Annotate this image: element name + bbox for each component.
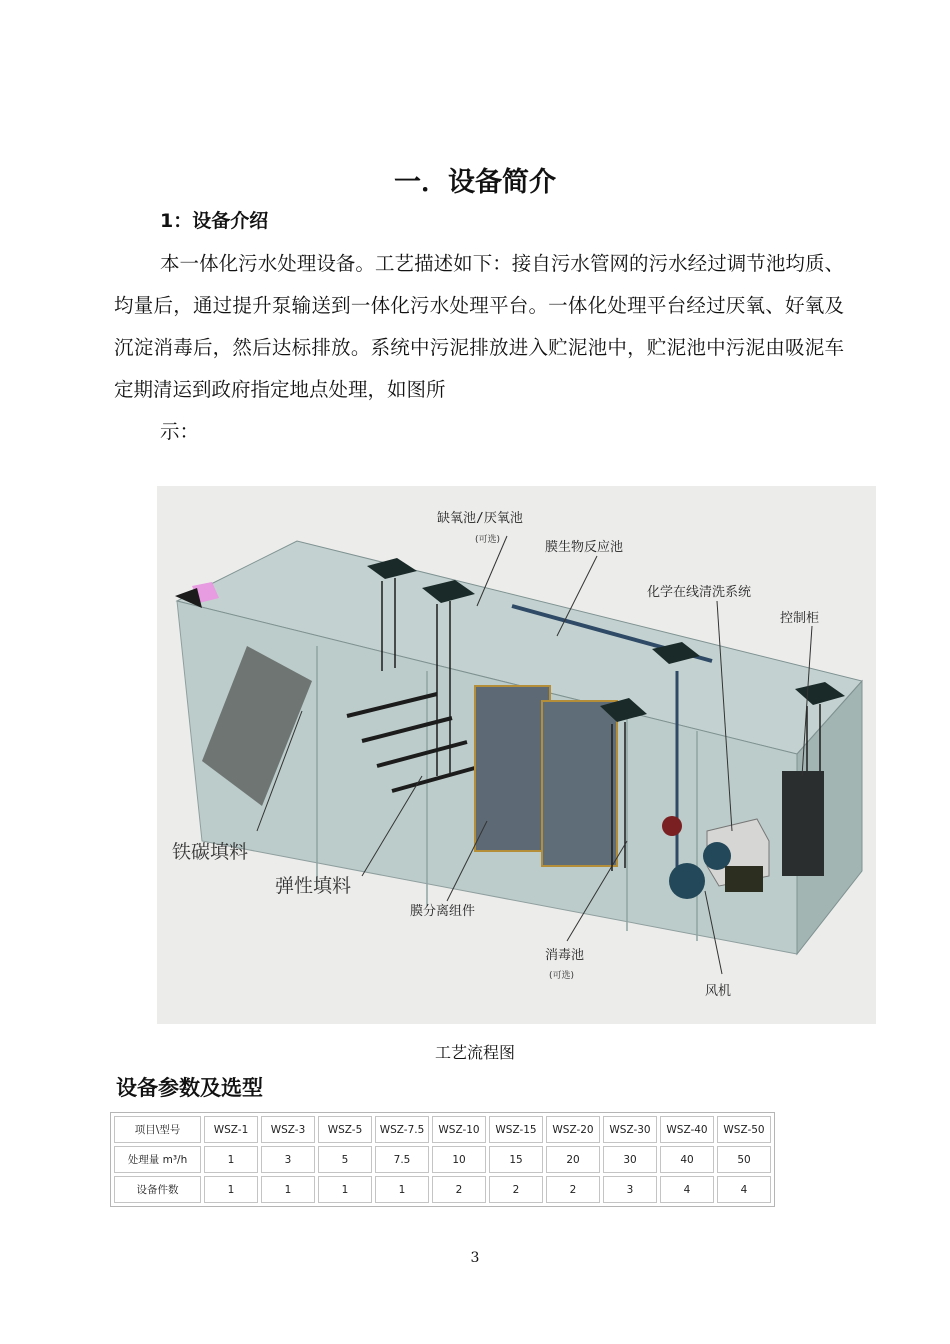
spec-table [110,1112,775,1207]
table-cell: 1 [204,1176,258,1203]
table-model-cell: WSZ-50 [717,1116,771,1143]
table-model-cell: WSZ-30 [603,1116,657,1143]
table-cell: 1 [261,1176,315,1203]
table-cell: 30 [603,1146,657,1173]
table-row [114,1176,771,1203]
table-model-cell: WSZ-10 [432,1116,486,1143]
section-title: 设备参数及选型 [116,1076,263,1100]
label-cleaning-system: 化学在线清洗系统 [647,585,752,600]
equipment-illustration [157,486,876,1024]
table-cell: 3 [261,1146,315,1173]
page-title: 一．设备简介 [394,167,556,198]
label-blower: 风机 [705,984,732,999]
table-model-cell: WSZ-15 [489,1116,543,1143]
label-disinfection-optional: (可选) [549,971,575,981]
table-row-label: 设备件数 [114,1176,201,1203]
table-model-cell: WSZ-7.5 [375,1116,429,1143]
membrane-module-2 [542,701,617,866]
table-row [114,1146,771,1173]
table-cell: 1 [375,1176,429,1203]
table-model-cell: WSZ-1 [204,1116,258,1143]
table-cell: 5 [318,1146,372,1173]
intro-text: 本一体化污水处理设备。工艺描述如下：接自污水管网的污水经过调节池均质、均量后，通过提升泵输送到一体化污水处理平台。一体化处理平台经过厌氧、好氧及沉淀消毒后，然后达标排放。系统中污泥排放进入贮泥池中，贮泥池中污泥由吸泥车定期清运到政府指定地点处理，如图所 [114,252,844,401]
table-header-cell: 项目\型号 [114,1116,201,1143]
label-elastic-filler: 弹性填料 [275,875,352,897]
page-number: 3 [470,1250,480,1266]
table-cell: 10 [432,1146,486,1173]
subsection-title: 1：设备介绍 [160,210,269,232]
table-cell: 20 [546,1146,600,1173]
membrane-module-1 [475,686,550,851]
label-membrane-module: 膜分离组件 [410,904,476,919]
table-row-label: 处理量 m³/h [114,1146,201,1173]
label-mbr-tank: 膜生物反应池 [545,540,624,555]
table-model-cell: WSZ-20 [546,1116,600,1143]
blower [669,863,705,899]
table-cell: 40 [660,1146,714,1173]
label-disinfection-tank: 消毒池 [545,948,585,963]
table-header-row [114,1116,771,1143]
table-cell: 1 [318,1176,372,1203]
table-cell: 50 [717,1146,771,1173]
label-iron-carbon-filler: 铁碳填料 [172,841,249,863]
label-control-cabinet: 控制柜 [780,611,820,626]
label-anoxic-tank: 缺氧池/厌氧池 [437,511,523,526]
table-cell: 1 [204,1146,258,1173]
intro-tail: 示： [160,420,200,443]
table-model-cell: WSZ-3 [261,1116,315,1143]
process-diagram [157,486,876,1024]
table-cell: 4 [660,1176,714,1203]
table-cell: 2 [546,1176,600,1203]
label-anoxic-optional: (可选) [475,535,501,545]
table-model-cell: WSZ-5 [318,1116,372,1143]
table-cell: 4 [717,1176,771,1203]
table-cell: 3 [603,1176,657,1203]
intro-paragraph [114,243,844,453]
table-cell: 7.5 [375,1146,429,1173]
table-cell: 15 [489,1146,543,1173]
figure-caption: 工艺流程图 [434,1043,515,1062]
table-cell: 2 [489,1176,543,1203]
control-cabinet [782,771,824,876]
table-model-cell: WSZ-40 [660,1116,714,1143]
table-cell: 2 [432,1176,486,1203]
